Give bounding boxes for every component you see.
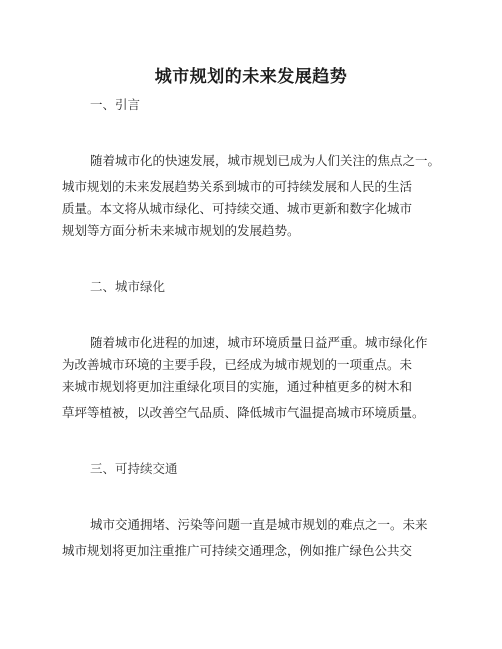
paragraph-line: 城市交通拥堵、污染等问题一直是城市规划的难点之一。未来: [90, 517, 428, 532]
paragraph-line: 随着城市化进程的加速，城市环境质量日益严重。城市绿化作: [90, 335, 428, 350]
paragraph-line: 草坪等植被，以改善空气品质、降低城市气温提高城市环境质量。: [62, 405, 425, 420]
paragraph-line: 城市规划将更加注重推广可持续交通理念，例如推广绿色公共交: [62, 543, 413, 558]
paragraph-line: 随着城市化的快速发展，城市规划已成为人们关注的焦点之一。: [90, 153, 441, 168]
paragraph-line: 来城市规划将更加注重绿化项目的实施，通过种植更多的树木和: [62, 379, 413, 394]
section-heading-urban-greening: 二、城市绿化: [90, 279, 166, 294]
document-title: 城市规划的未来发展趋势: [154, 67, 348, 87]
paragraph-line: 城市规划的未来发展趋势关系到城市的可持续发展和人民的生活: [62, 179, 413, 194]
paragraph-line: 质量。本文将从城市绿化、可持续交通、城市更新和数字化城市: [62, 201, 413, 216]
section-heading-sustainable-transport: 三、可持续交通: [90, 461, 178, 476]
paragraph-line: 为改善城市环境的主要手段，已经成为城市规划的一项重点。未: [62, 357, 413, 372]
paragraph-line: 规划等方面分析未来城市规划的发展趋势。: [62, 223, 300, 238]
section-heading-introduction: 一、引言: [90, 97, 141, 112]
